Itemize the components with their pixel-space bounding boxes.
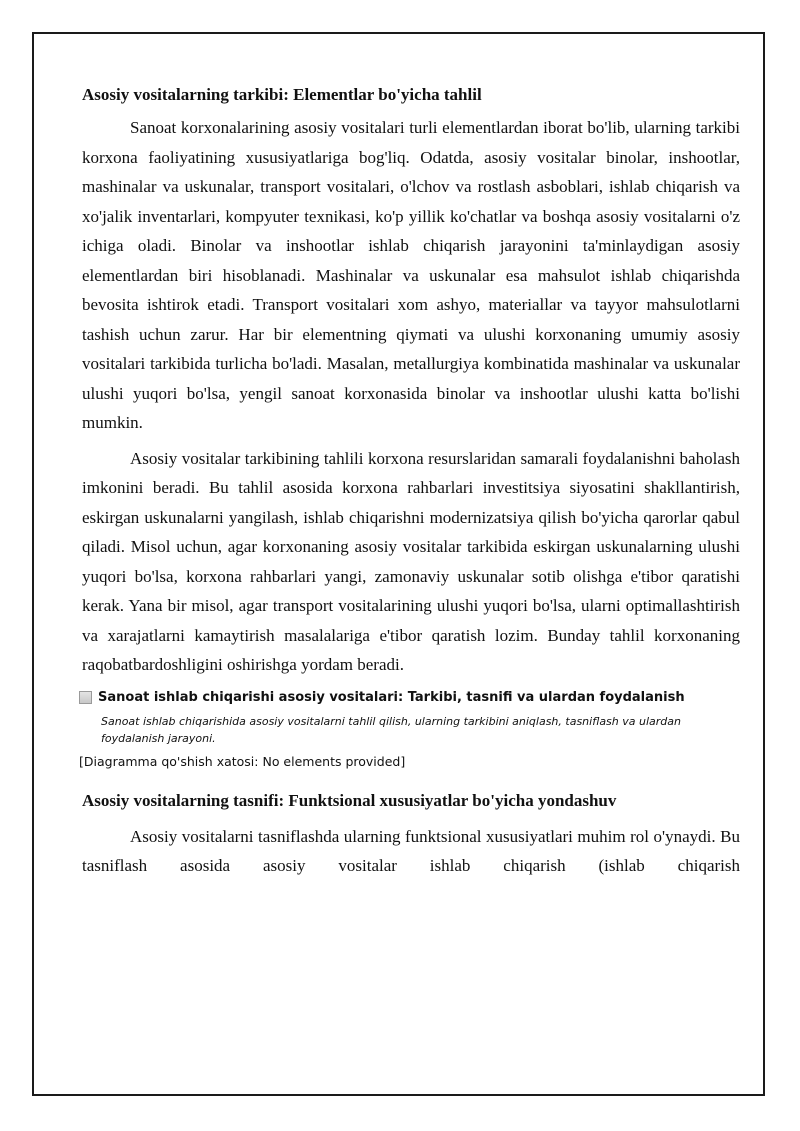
- diagram-error-message: [Diagramma qo'shish xatosi: No elements provided]: [79, 753, 406, 769]
- image-placeholder-icon: [79, 691, 92, 704]
- paragraph-composition-analysis: Asosiy vositalar tarkibining tahlili korxona resurslaridan samarali foydalanishni baholash imkonini beradi. Bu tahlil asosida korxona rahbarlari investitsiya siyosatini shakllantirish, eskirgan uskunalarni yangilash, ishlab chiqarishni modernizatsiya qilish bo'yicha qarorlar qabul qiladi. Misol uchun, agar korxonaning asosiy vositalar tarkibida eskirgan uskunalarning ulushi yuqori bo'lsa, korxona rahbarlari yangi, zamonaviy uskunalar sotib olishga e'tibor qaratishi kerak. Yana bir misol, agar transport vositalarining ulushi yuqori bo'lsa, ularni optimallashtirish va xarajatlarni kamaytirish masalalariga e'tibor qaratish lozim. Bunday tahlil korxonaning raqobatbardoshligini oshirishga yordam beradi.: [82, 448, 740, 674]
- paragraph-classification: Asosiy vositalarni tasniflashda ularning funktsional xususiyatlari muhim rol o'ynaydi. Bu tasniflash asosida asosiy vositalar ishlab chiqarish (ishlab chiqarish: [82, 826, 740, 875]
- section-heading-classification: Asosiy vositalarning tasnifi: Funktsional xususiyatlar bo'yicha yondashuv: [82, 790, 617, 810]
- section-heading-composition: Asosiy vositalarning tarkibi: Elementlar bo'yicha tahlil: [82, 85, 482, 104]
- figure-caption: Sanoat ishlab chiqarishida asosiy vositalarni tahlil qilish, ularning tarkibini aniqlash, tasniflash va ulardan foydalanish jarayoni.: [101, 714, 681, 745]
- figure-title: [79, 689, 740, 707]
- document-body: [79, 84, 740, 881]
- paragraph-composition-elements: Sanoat korxonalarining asosiy vositalari turli elementlardan iborat bo'lib, ularning tarkibi korxona faoliyatining xususiyatlariga bog'liq. Odatda, asosiy vositalar binolar, inshootlar, mashinalar va uskunalar, transport vositalari, o'lchov va rostlash asboblari, ishlab chiqarish va xo'jalik inventarlari, kompyuter texnikasi, ko'p yillik ko'chatlar va boshqa asosiy vositalarni o'z ichiga oladi. Binolar va inshootlar ishlab chiqarish jarayonini ta'minlaydigan asosiy elementlardan biri hisoblanadi. Mashinalar va uskunalar esa mahsulot ishlab chiqarishda bevosita ishtirok etadi. Transport vositalari xom ashyo, materiallar va tayyor mahsulotlarni tashish uchun zarur. Har bir elementning qiymati va ulushi korxonaning umumiy asosiy vositalari tarkibida turlicha bo'ladi. Masalan, metallurgiya kombinatida mashinalar va uskunalar ulushi yuqori bo'lsa, yengil sanoat korxonasida binolar va inshootlar ulushi katta bo'lishi mumkin.: [82, 118, 740, 432]
- figure-title-text: Sanoat ishlab chiqarishi asosiy vositalari: Tarkibi, tasnifi va ulardan foydalanish: [98, 689, 685, 705]
